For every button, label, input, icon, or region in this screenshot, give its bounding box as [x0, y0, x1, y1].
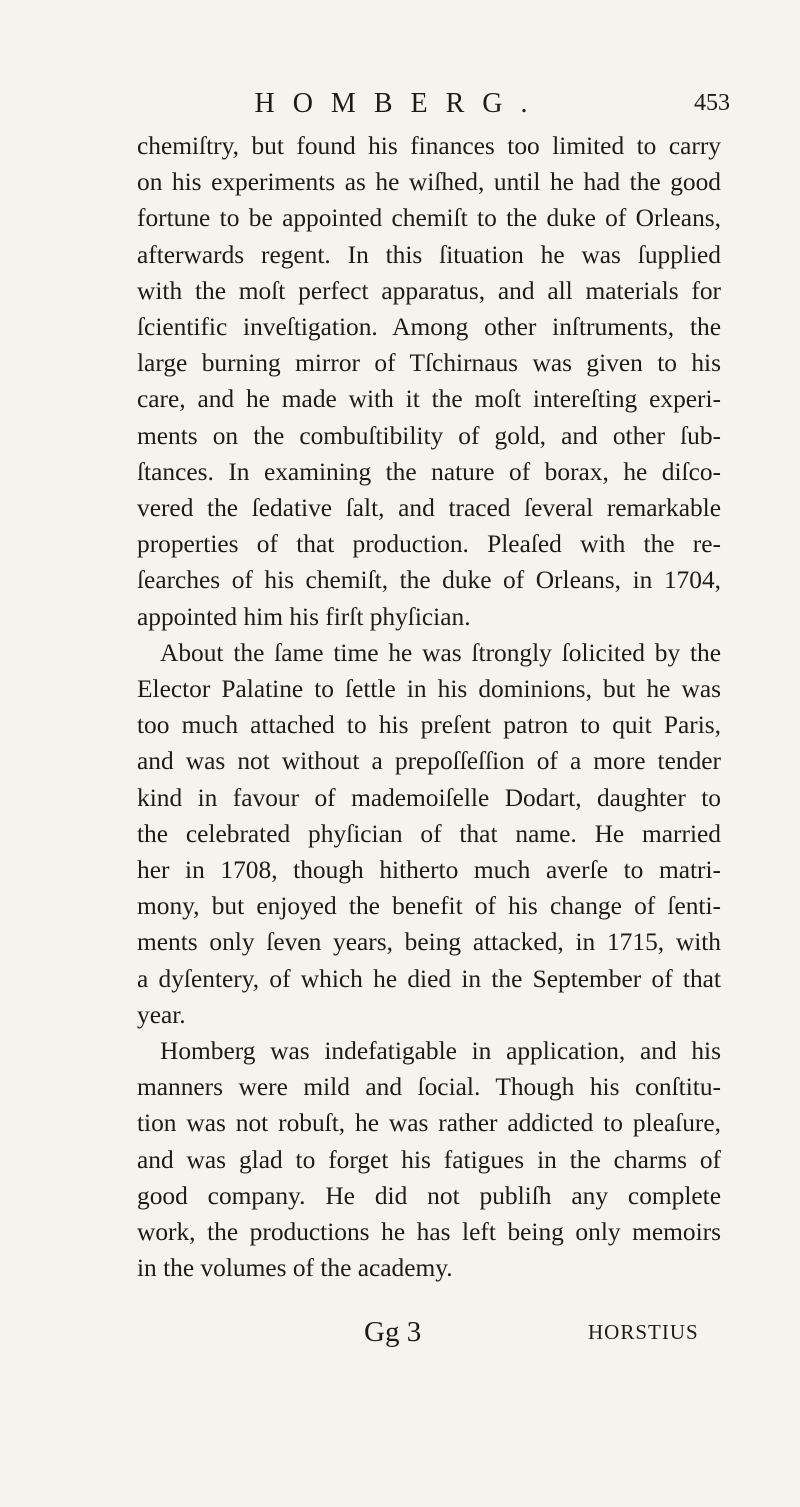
text-line: tion was not robuſt, he was rather addicted to pleaſure, — [137, 1109, 721, 1138]
text-line: afterwards regent. In this ſituation he was ſupplied — [137, 240, 721, 269]
text-line: work, the productions he has left being only memoirs — [137, 1218, 721, 1247]
text-line: properties of that production. Pleaſed with the re- — [137, 530, 721, 559]
text-line: ſcientific inveſtigation. Among other inſtruments, the — [137, 313, 721, 342]
text-line: kind in favour of mademoiſelle Dodart, daughter to — [137, 783, 721, 812]
text-line: chemiſtry, but found his finances too limited to carry — [137, 132, 721, 160]
text-line: the celebrated phyſician of that name. He married — [137, 819, 721, 848]
text-line: Elector Palatine to ſettle in his dominions, but he was — [137, 675, 721, 704]
text-line: on his experiments as he wiſhed, until he had the good — [137, 168, 721, 197]
text-line: fortune to be appointed chemiſt to the duke of Orleans, — [137, 204, 721, 233]
text-line: care, and he made with it the moſt intereſting experi- — [137, 385, 721, 414]
page-number: 453 — [694, 90, 730, 116]
text-line: large burning mirror of Tſchirnaus was given to his — [137, 349, 721, 378]
text-line: good company. He did not publiſh any complete — [137, 1181, 721, 1210]
text-line: and was not without a prepoſſeſſion of a more tender — [137, 747, 721, 776]
signature-mark: Gg 3 — [364, 1316, 422, 1348]
text-line: year. — [137, 1000, 186, 1029]
text-line: appointed him his firſt phyſician. — [137, 602, 471, 631]
text-line: ments on the combuſtibility of gold, and other ſub- — [137, 421, 721, 450]
text-line: her in 1708, though hitherto much averſe to matri- — [137, 856, 721, 885]
text-line: mony, but enjoyed the benefit of his change of ſenti- — [137, 892, 721, 921]
text-line: with the moſt perfect apparatus, and all materials for — [137, 276, 721, 305]
text-line: in the volumes of the academy. — [137, 1254, 453, 1283]
catchword: HORSTIUS — [588, 1320, 699, 1344]
text-line: and was glad to forget his fatigues in the charms of — [137, 1145, 721, 1174]
text-line: ſearches of his chemiſt, the duke of Orleans, in 1704, — [137, 566, 721, 595]
text-line: ſtances. In examining the nature of borax, he diſco- — [137, 457, 721, 486]
text-line: too much attached to his preſent patron to quit Paris, — [137, 711, 721, 740]
text-line: ments only ſeven years, being attacked, in 1715, with — [137, 928, 721, 957]
text-line: manners were mild and ſocial. Though his conſtitu- — [137, 1073, 721, 1102]
text-line: vered the ſedative ſalt, and traced ſeveral remarkable — [137, 494, 721, 523]
paragraph-start: Homberg was indefatigable in application, and his — [160, 1037, 721, 1066]
running-title: HOMBERG. — [254, 88, 546, 119]
text-line: a dyſentery, of which he died in the September of that — [137, 964, 721, 993]
body-text — [137, 128, 721, 1287]
paragraph-start: About the ſame time he was ſtrongly ſolicited by the — [160, 638, 721, 667]
